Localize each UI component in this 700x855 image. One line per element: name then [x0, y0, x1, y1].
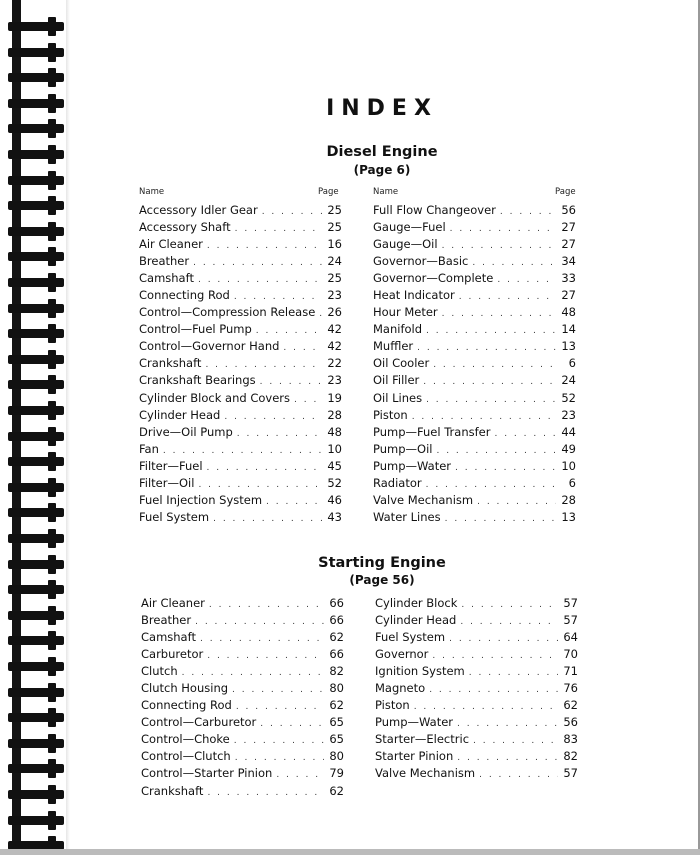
- entry-page-number: 24: [561, 373, 576, 388]
- index-entry: [139, 459, 342, 476]
- dot-leader: [207, 788, 324, 798]
- dot-leader: [460, 617, 558, 627]
- index-entry: [373, 203, 576, 220]
- dot-leader: [442, 309, 556, 319]
- binding-ring: [8, 355, 64, 364]
- entry-page-number: 43: [327, 509, 342, 524]
- index-entry: [141, 784, 344, 801]
- entry-name: Accessory Idler Gear: [139, 203, 258, 217]
- dot-leader: [426, 480, 556, 490]
- binding-ring: [8, 662, 64, 671]
- entry-page-number: 70: [563, 647, 578, 662]
- dot-leader: [319, 309, 322, 319]
- entry-name: Gauge—Fuel: [373, 220, 446, 235]
- index-entry: [373, 425, 576, 442]
- dot-leader: [429, 685, 558, 695]
- index-entry: [373, 322, 576, 339]
- entry-name: Filter—Fuel: [139, 458, 203, 473]
- entry-name: Accessory Shaft: [139, 220, 231, 235]
- entry-name: Drive—Oil Pump: [139, 424, 233, 439]
- binding-ring: [8, 380, 64, 389]
- index-entry: [139, 254, 342, 271]
- index-entry: [139, 322, 342, 339]
- entry-page-number: 25: [327, 203, 342, 217]
- index-entry: [141, 766, 344, 783]
- index-entry: [139, 305, 342, 322]
- dot-leader: [262, 207, 322, 217]
- index-entry: [139, 288, 342, 305]
- dot-leader: [266, 497, 322, 507]
- diesel-left-column: [139, 203, 342, 527]
- dot-leader: [436, 446, 556, 456]
- entry-page-number: 57: [563, 613, 578, 628]
- dot-leader: [450, 224, 556, 234]
- entry-page-number: 23: [327, 288, 342, 303]
- entry-page-number: 25: [327, 220, 342, 235]
- index-entry: [375, 766, 578, 783]
- entry-name: Crankshaft Bearings: [139, 373, 256, 388]
- entry-name: Clutch: [141, 664, 178, 679]
- entry-page-number: 27: [561, 237, 576, 252]
- entry-page-number: 56: [563, 715, 578, 730]
- entry-page-number: 57: [563, 766, 578, 781]
- diesel-right-name-header: Name: [373, 187, 399, 197]
- entry-page-number: 24: [327, 254, 342, 269]
- dot-leader: [163, 446, 322, 456]
- dot-leader: [473, 736, 558, 746]
- starting-right-column: [375, 596, 578, 784]
- binding-ring: [8, 534, 64, 543]
- index-entry: [373, 493, 576, 510]
- entry-page-number: 13: [561, 509, 576, 524]
- index-title: INDEX: [326, 96, 438, 121]
- index-entry: [141, 596, 344, 613]
- entry-name: Pump—Oil: [373, 441, 433, 456]
- binding-ring: [8, 713, 64, 722]
- index-entry: [141, 732, 344, 749]
- index-entry: [373, 271, 576, 288]
- entry-page-number: 33: [561, 271, 576, 286]
- dot-leader: [198, 275, 322, 285]
- dot-leader: [442, 241, 556, 251]
- index-entry: [375, 630, 578, 647]
- entry-page-number: 23: [327, 373, 342, 388]
- dot-leader: [224, 412, 322, 422]
- entry-name: Connecting Rod: [139, 288, 230, 303]
- entry-name: Piston: [375, 698, 410, 713]
- dot-leader: [276, 770, 324, 780]
- index-entry: [139, 408, 342, 425]
- entry-page-number: 49: [561, 441, 576, 456]
- dot-leader: [205, 360, 322, 370]
- dot-leader: [479, 770, 558, 780]
- entry-name: Oil Filler: [373, 373, 420, 388]
- binding-ring: [8, 816, 64, 825]
- entry-page-number: 48: [327, 424, 342, 439]
- entry-page-number: 23: [561, 407, 576, 422]
- dot-leader: [423, 377, 556, 387]
- binding-ring: [8, 227, 64, 236]
- entry-name: Breather: [141, 613, 192, 628]
- dot-leader: [457, 719, 558, 729]
- index-entry: [141, 613, 344, 630]
- binding-ring: [8, 304, 64, 313]
- dot-leader: [237, 429, 322, 439]
- dot-leader: [412, 412, 556, 422]
- index-entry: [373, 237, 576, 254]
- entry-page-number: 57: [563, 596, 578, 610]
- entry-page-number: 64: [563, 630, 578, 645]
- entry-page-number: 56: [561, 203, 576, 217]
- index-entry: [373, 476, 576, 493]
- entry-name: Water Lines: [373, 509, 441, 524]
- diesel-page-ref: (Page 6): [353, 163, 411, 177]
- entry-page-number: 13: [561, 339, 576, 354]
- binding-ring: [8, 457, 64, 466]
- entry-page-number: 65: [329, 732, 344, 747]
- index-entry: [141, 698, 344, 715]
- diesel-section-title: Diesel Engine: [326, 144, 438, 160]
- dot-leader: [445, 514, 556, 524]
- index-entry: [375, 715, 578, 732]
- entry-name: Fuel Injection System: [139, 492, 263, 507]
- entry-name: Cylinder Block and Covers: [139, 390, 290, 405]
- entry-name: Cylinder Block: [375, 596, 458, 610]
- dot-leader: [457, 753, 558, 763]
- index-entry: [373, 408, 576, 425]
- entry-page-number: 66: [329, 613, 344, 628]
- index-entry: [375, 664, 578, 681]
- binding-ring: [8, 201, 64, 210]
- entry-page-number: 10: [327, 441, 342, 456]
- index-entry: [375, 749, 578, 766]
- entry-name: Pump—Water: [375, 715, 454, 730]
- dot-leader: [455, 463, 556, 473]
- dot-leader: [494, 429, 556, 439]
- entry-name: Control—Compression Release: [139, 305, 316, 320]
- index-entry: [373, 459, 576, 476]
- binding-ring: [8, 508, 64, 517]
- dot-leader: [449, 634, 558, 644]
- dot-leader: [426, 395, 556, 405]
- index-entry: [375, 698, 578, 715]
- index-entry: [141, 715, 344, 732]
- dot-leader: [260, 377, 322, 387]
- entry-page-number: 14: [561, 322, 576, 337]
- entry-name: Air Cleaner: [139, 237, 203, 252]
- binding-ring: [8, 406, 64, 415]
- entry-page-number: 71: [563, 664, 578, 679]
- dot-leader: [182, 668, 324, 678]
- dot-leader: [414, 702, 558, 712]
- entry-name: Hour Meter: [373, 305, 438, 320]
- dot-leader: [283, 343, 322, 353]
- index-entry: [139, 373, 342, 390]
- entry-name: Carburetor: [141, 647, 204, 662]
- index-entry: [139, 493, 342, 510]
- dot-leader: [200, 634, 324, 644]
- entry-name: Camshaft: [141, 630, 196, 645]
- binding-ring: [8, 636, 64, 645]
- entry-name: Cylinder Head: [375, 613, 457, 628]
- entry-page-number: 27: [561, 288, 576, 303]
- dot-leader: [207, 463, 322, 473]
- entry-page-number: 6: [568, 356, 576, 371]
- index-entry: [373, 288, 576, 305]
- entry-page-number: 66: [329, 596, 344, 610]
- dot-leader: [207, 651, 324, 661]
- dot-leader: [207, 241, 322, 251]
- index-entry: [373, 339, 576, 356]
- starting-section-title: Starting Engine: [318, 555, 446, 571]
- entry-name: Manifold: [373, 322, 423, 337]
- binding-ring: [8, 764, 64, 773]
- dot-leader: [417, 343, 556, 353]
- index-entry: [139, 271, 342, 288]
- entry-page-number: 65: [329, 715, 344, 730]
- starting-left-column: [141, 596, 344, 801]
- entry-page-number: 44: [561, 424, 576, 439]
- index-entry: [139, 220, 342, 237]
- entry-page-number: 48: [561, 305, 576, 320]
- dot-leader: [426, 326, 556, 336]
- binding-ring: [8, 278, 64, 287]
- index-entry: [375, 681, 578, 698]
- entry-page-number: 34: [561, 254, 576, 269]
- index-entry: [139, 425, 342, 442]
- index-entry: [375, 596, 578, 613]
- index-entry: [139, 356, 342, 373]
- entry-page-number: 22: [327, 356, 342, 371]
- index-entry: [373, 373, 576, 390]
- entry-name: Oil Cooler: [373, 356, 430, 371]
- entry-name: Radiator: [373, 475, 422, 490]
- entry-page-number: 80: [329, 681, 344, 696]
- index-entry: [373, 254, 576, 271]
- index-entry: [141, 681, 344, 698]
- entry-name: Control—Fuel Pump: [139, 322, 252, 337]
- entry-page-number: 76: [563, 681, 578, 696]
- entry-name: Control—Starter Pinion: [141, 766, 273, 781]
- entry-page-number: 27: [561, 220, 576, 235]
- entry-name: Crankshaft: [139, 356, 202, 371]
- entry-page-number: 66: [329, 647, 344, 662]
- entry-page-number: 62: [329, 783, 344, 798]
- dot-leader: [256, 326, 322, 336]
- binding-ring: [8, 483, 64, 492]
- binding-ring: [8, 688, 64, 697]
- entry-name: Control—Choke: [141, 732, 230, 747]
- index-entry: [375, 613, 578, 630]
- dot-leader: [195, 617, 324, 627]
- diesel-left-name-header: Name: [139, 187, 165, 197]
- index-entry: [139, 510, 342, 527]
- dot-leader: [497, 275, 556, 285]
- page-edge-shadow: [66, 0, 70, 855]
- entry-name: Pump—Fuel Transfer: [373, 424, 491, 439]
- entry-page-number: 10: [561, 458, 576, 473]
- dot-leader: [432, 651, 558, 661]
- entry-name: Filter—Oil: [139, 475, 195, 490]
- binding-ring: [8, 73, 64, 82]
- entry-name: Valve Mechanism: [375, 766, 476, 781]
- dot-leader: [477, 497, 556, 507]
- entry-name: Starter—Electric: [375, 732, 470, 747]
- dot-leader: [472, 258, 556, 268]
- entry-name: Control—Carburetor: [141, 715, 257, 730]
- index-entry: [141, 749, 344, 766]
- entry-name: Governor—Basic: [373, 254, 469, 269]
- entry-page-number: 45: [327, 458, 342, 473]
- dot-leader: [213, 514, 322, 524]
- entry-name: Camshaft: [139, 271, 194, 286]
- entry-page-number: 62: [563, 698, 578, 713]
- entry-page-number: 28: [327, 407, 342, 422]
- entry-page-number: 25: [327, 271, 342, 286]
- dot-leader: [469, 668, 558, 678]
- entry-name: Magneto: [375, 681, 426, 696]
- index-entry: [375, 647, 578, 664]
- binding-ring: [8, 48, 64, 57]
- diesel-right-column: [373, 203, 576, 527]
- dot-leader: [260, 719, 324, 729]
- entry-name: Ignition System: [375, 664, 465, 679]
- dot-leader: [236, 702, 324, 712]
- starting-page-ref: (Page 56): [349, 573, 415, 587]
- index-entry: [373, 391, 576, 408]
- entry-page-number: 82: [329, 664, 344, 679]
- entry-name: Fuel System: [139, 509, 210, 524]
- entry-name: Governor—Complete: [373, 271, 494, 286]
- dot-leader: [500, 207, 556, 217]
- entry-page-number: 82: [563, 749, 578, 764]
- index-entry: [373, 510, 576, 527]
- entry-name: Gauge—Oil: [373, 237, 438, 252]
- entry-name: Piston: [373, 407, 408, 422]
- entry-name: Starter Pinion: [375, 749, 454, 764]
- dot-leader: [461, 600, 558, 610]
- index-entry: [375, 732, 578, 749]
- entry-name: Breather: [139, 254, 190, 269]
- binding-ring: [8, 611, 64, 620]
- index-entry: [139, 442, 342, 459]
- entry-page-number: 46: [327, 492, 342, 507]
- entry-page-number: 42: [327, 322, 342, 337]
- dot-leader: [234, 292, 322, 302]
- entry-page-number: 42: [327, 339, 342, 354]
- index-entry: [139, 391, 342, 408]
- index-entry: [373, 442, 576, 459]
- index-entry: [141, 664, 344, 681]
- index-entry: [139, 339, 342, 356]
- dot-leader: [234, 736, 324, 746]
- diesel-left-page-header: Page: [318, 187, 339, 197]
- entry-page-number: 52: [561, 390, 576, 405]
- entry-page-number: 79: [329, 766, 344, 781]
- index-entry: [373, 220, 576, 237]
- dot-leader: [232, 685, 324, 695]
- entry-page-number: 83: [563, 732, 578, 747]
- entry-page-number: 16: [327, 237, 342, 252]
- spiral-binding: [0, 0, 70, 855]
- entry-name: Fuel System: [375, 630, 446, 645]
- entry-page-number: 19: [327, 390, 342, 405]
- entry-name: Full Flow Changeover: [373, 203, 496, 217]
- entry-name: Governor: [375, 647, 429, 662]
- binding-ring: [8, 790, 64, 799]
- entry-name: Air Cleaner: [141, 596, 205, 610]
- binding-ring: [8, 124, 64, 133]
- index-entry: [373, 356, 576, 373]
- entry-page-number: 28: [561, 492, 576, 507]
- index-entry: [139, 476, 342, 493]
- dot-leader: [433, 360, 556, 370]
- binding-ring: [8, 432, 64, 441]
- binding-ring: [8, 329, 64, 338]
- entry-name: Control—Governor Hand: [139, 339, 280, 354]
- entry-name: Control—Clutch: [141, 749, 231, 764]
- entry-page-number: 62: [329, 698, 344, 713]
- entry-name: Heat Indicator: [373, 288, 455, 303]
- diesel-right-page-header: Page: [555, 187, 576, 197]
- index-entry: [373, 305, 576, 322]
- dot-leader: [235, 753, 324, 763]
- page-bottom-edge: [0, 849, 700, 855]
- binding-ring: [8, 22, 64, 31]
- binding-ring: [8, 739, 64, 748]
- entry-page-number: 62: [329, 630, 344, 645]
- dot-leader: [198, 480, 322, 490]
- dot-leader: [235, 224, 322, 234]
- dot-leader: [294, 395, 322, 405]
- entry-page-number: 26: [327, 305, 342, 320]
- entry-page-number: 80: [329, 749, 344, 764]
- entry-page-number: 52: [327, 475, 342, 490]
- dot-leader: [459, 292, 556, 302]
- index-entry: [139, 203, 342, 220]
- entry-name: Connecting Rod: [141, 698, 232, 713]
- entry-name: Fan: [139, 441, 159, 456]
- binding-ring: [8, 252, 64, 261]
- entry-name: Valve Mechanism: [373, 492, 474, 507]
- entry-name: Muffler: [373, 339, 414, 354]
- entry-name: Oil Lines: [373, 390, 423, 405]
- index-entry: [141, 647, 344, 664]
- index-entry: [139, 237, 342, 254]
- entry-name: Crankshaft: [141, 783, 204, 798]
- entry-name: Cylinder Head: [139, 407, 221, 422]
- entry-page-number: 6: [568, 475, 576, 490]
- index-entry: [141, 630, 344, 647]
- entry-name: Clutch Housing: [141, 681, 229, 696]
- dot-leader: [209, 600, 324, 610]
- entry-name: Pump—Water: [373, 458, 452, 473]
- dot-leader: [193, 258, 322, 268]
